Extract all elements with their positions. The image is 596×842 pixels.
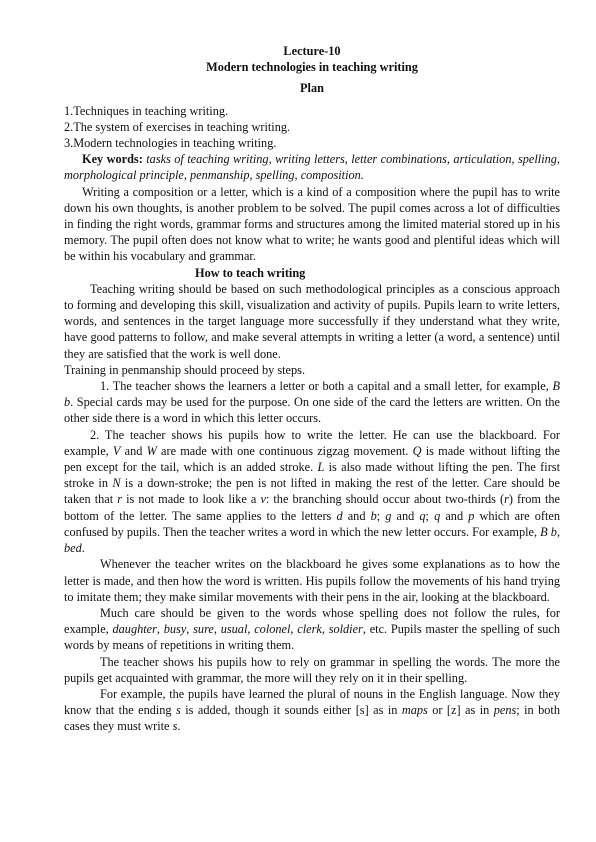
keywords-text: tasks of teaching writing, writing letters, letter combinations, articulation, spelling, morphological principle, penmanship, spelling, composition. <box>64 152 560 183</box>
spelling-exceptions-paragraph: Much care should be given to the words whose spelling does not follow the rules, for example, daughter, busy, sure, usual, colonel, clerk, soldier, etc. Pupils master the spelling of such words by means of repetitions in writing them. <box>64 605 560 653</box>
principles-paragraph: Teaching writing should be based on such methodological principles as a conscious approach to forming and developing this skill, visualization and activity of pupils. Pupils learn to write letters, words, and sentences in the target language more successfully if they understand what they write, have good patterns to follow, and make several attempts in writing a letter (a word, a sentence) until they are satisfied that the work is well done. <box>64 281 560 361</box>
blackboard-paragraph: Whenever the teacher writes on the blackboard he gives some explanations as to how the letter is made, and then how the word is written. His pupils follow the movements of his hand trying to imitate them; they make similar movements with their pens in the air, looking at the blackboard. <box>64 557 560 604</box>
grammar-paragraph: The teacher shows his pupils how to rely on grammar in spelling the words. The more the pupils get acquainted with grammar, the more will they rely on it in their spelling. <box>64 654 560 685</box>
plan-item-2: 2.The system of exercises in teaching writing. <box>64 119 291 134</box>
keywords-label: Key words: <box>82 152 143 167</box>
plan-heading: Plan <box>300 81 324 96</box>
penmanship-paragraph: Training in penmanship should proceed by steps. <box>64 362 306 377</box>
keywords-paragraph <box>64 151 560 183</box>
lecture-number: Lecture-10 <box>283 44 341 58</box>
plan-list <box>64 103 560 152</box>
plural-example-paragraph: For example, the pupils have learned the plural of nouns in the English language. Now they know that the ending s is added, though it sounds either [s] as in maps or [z] as in pens; in both cases they must write s. <box>64 686 560 734</box>
step-1-paragraph: 1. The teacher shows the learners a letter or both a capital and a small letter, for example, B b. Special cards may be used for the purpose. On one side of the card the letters are written. On the other side there is a word in which this letter occurs. <box>64 379 560 426</box>
section-heading: How to teach writing <box>195 265 306 280</box>
lecture-title: Modern technologies in teaching writing <box>206 60 418 75</box>
plan-item-1: 1.Techniques in teaching writing. <box>64 103 229 118</box>
step-2-paragraph: 2. The teacher shows his pupils how to write the letter. He can use the blackboard. For example, V and W are made with one continuous zigzag movement. Q is made without lifting the pen except for the tail, which is an added stroke. L is also made without lifting the pen. The first stroke in N is a down-stroke; the pen is not lifted in making the rest of the letter. Care should be taken that r is not made to look like a v: the branching should occur about two-thirds (r) from the bottom of the letter. The same applies to the letters d and b; g and q; q and p which are often confused by pupils. Then the teacher writes a word in which the new letter occurs. For example, B b, bed. <box>64 427 561 556</box>
plan-item-3: 3.Modern technologies in teaching writing. <box>64 136 277 151</box>
intro-paragraph: Writing a composition or a letter, which is a kind of a composition where the pupil has to write down his own thoughts, is another problem to be solved. The pupil comes across a lot of difficulties in finding the right words, grammar forms and structures among the limited material stored up in his memory. The pupil often does not know what to write; he wants good and plentiful ideas which will be within his vocabulary and grammar. <box>64 184 560 264</box>
